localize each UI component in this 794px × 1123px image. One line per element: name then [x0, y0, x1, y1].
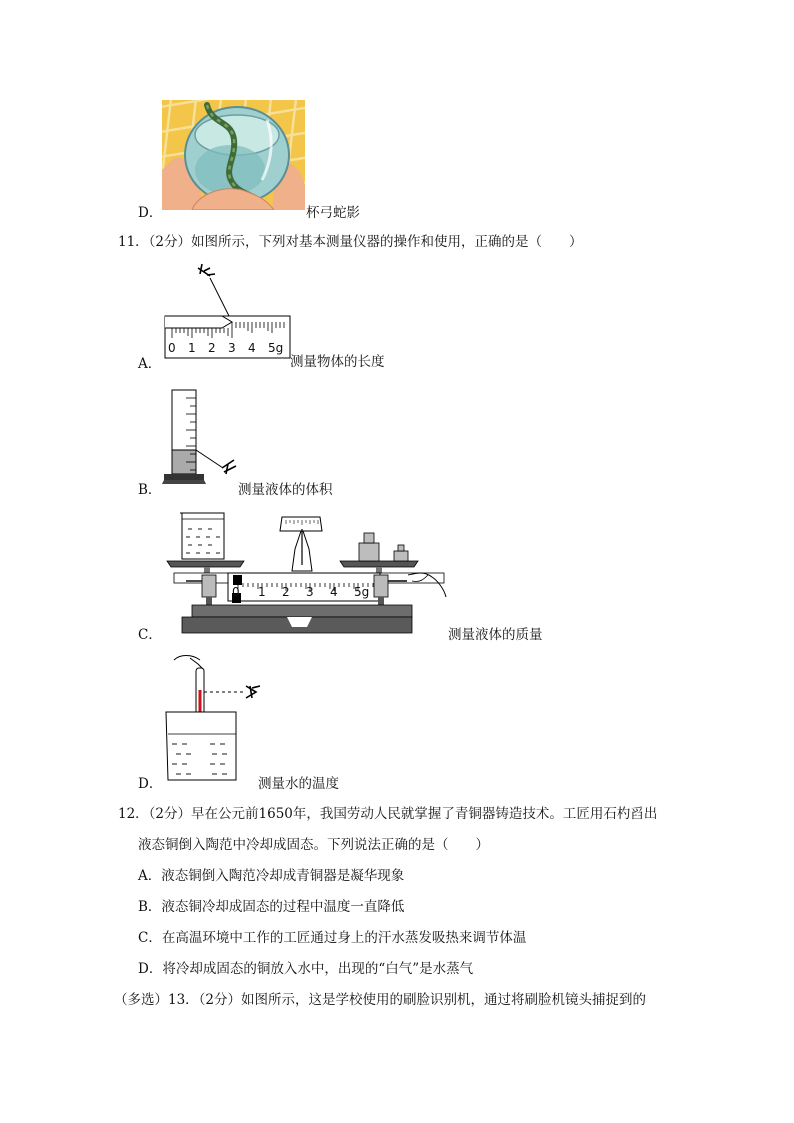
- scale-tick-label-2: 2: [282, 585, 290, 599]
- scale-tick-label-3: 3: [306, 585, 314, 599]
- ruler-tick-label-2: 2: [208, 341, 216, 355]
- scale-tick-label-1: 1: [258, 585, 266, 599]
- q12-stem-line1: 12．（2分）早在公元前1650年，我国劳动人民就掌握了青铜器铸造技术。工匠用石杓舀出: [118, 806, 658, 822]
- ruler-tick-label-1: 1: [188, 341, 196, 355]
- q11-option-d-caption: 测量水的温度: [258, 776, 339, 792]
- q11-option-d-letter: D．: [138, 776, 163, 792]
- q12-option-b: B．液态铜冷却成固态的过程中温度一直降低: [138, 899, 405, 915]
- ruler-diagram: [160, 258, 295, 363]
- q11-option-a-letter: A．: [138, 356, 162, 372]
- eye-icon: [222, 460, 236, 474]
- q11-option-c-caption: 测量液体的质量: [448, 627, 543, 643]
- ruler-tick-label-5: 5g: [268, 341, 284, 355]
- q11-option-b-letter: B．: [138, 482, 162, 498]
- q12-option-c: C．在高温环境中工作的工匠通过身上的汗水蒸发吸热来调节体温: [138, 930, 527, 946]
- eye-icon: [198, 264, 215, 276]
- q13-stem: （多选）13．（2分）如图所示，这是学校使用的刷脸识别机，通过将刷脸机镜头捕捉到的: [114, 992, 647, 1008]
- q11-option-b-caption: 测量液体的体积: [238, 482, 333, 498]
- q11-option-c-letter: C．: [138, 627, 162, 643]
- ruler-tick-label-3: 3: [228, 341, 236, 355]
- ruler-tick-label-4: 4: [248, 341, 256, 355]
- ruler-tick-label-0: 0: [168, 341, 176, 355]
- q12-option-a: A．液态铜倒入陶范冷却成青铜器是凝华现象: [138, 868, 405, 884]
- eye-icon: [246, 686, 260, 698]
- q10-option-d-letter: D．: [138, 205, 163, 221]
- cup-snake-image: [162, 100, 305, 210]
- scale-tick-label-4: 4: [330, 585, 338, 599]
- scale-tick-label-5: 5g: [354, 585, 370, 599]
- q12-stem-line2: 液态铜倒入陶范中冷却成固态。下列说法正确的是（ ）: [138, 837, 489, 853]
- q10-option-d-caption: 杯弓蛇影: [306, 205, 360, 221]
- balance-scale-diagram: [162, 505, 452, 635]
- graduated-cylinder-diagram: [160, 384, 240, 494]
- thermometer-beaker-diagram: [160, 652, 270, 784]
- scale-tick-label-0: 0: [232, 585, 240, 599]
- q12-option-d: D．将冷却成固态的铜放入水中，出现的“白气”是水蒸气: [138, 961, 474, 977]
- q11-stem: 11．（2分）如图所示，下列对基本测量仪器的操作和使用，正确的是（ ）: [118, 234, 583, 250]
- q11-option-a-caption: 测量物体的长度: [290, 354, 385, 370]
